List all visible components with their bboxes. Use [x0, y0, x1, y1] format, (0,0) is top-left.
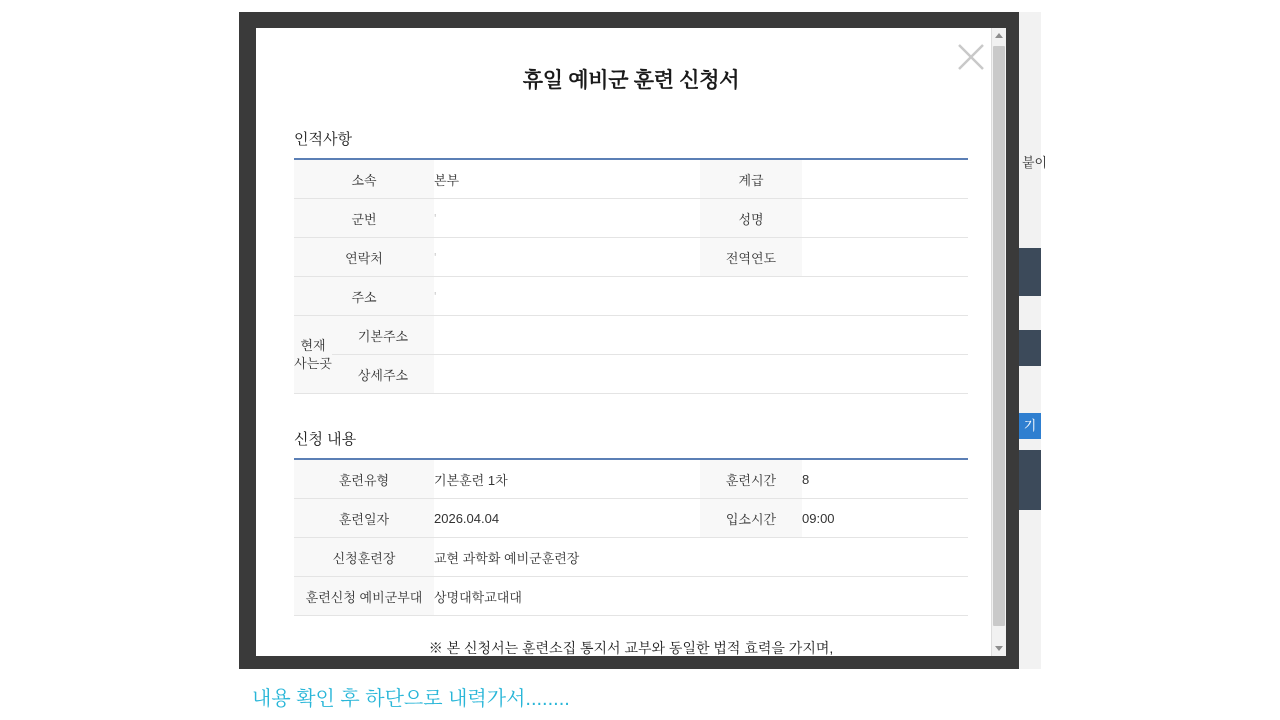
field-value-training-date[interactable]: 2026.04.04 — [434, 499, 700, 538]
annotation-caption: 내용 확인 후 하단으로 내력가서........ — [252, 688, 570, 710]
table-row — [294, 238, 968, 277]
field-value-rank[interactable] — [802, 160, 968, 199]
field-label: 훈련유형 — [294, 460, 434, 499]
field-label: 신청훈련장 — [294, 538, 434, 577]
table-row — [294, 199, 968, 238]
field-value-detail-address[interactable] — [434, 355, 968, 394]
field-label: 성명 — [700, 199, 802, 238]
field-value-name[interactable] — [802, 199, 968, 238]
training-application-modal — [256, 28, 1006, 656]
field-label: 주소 — [294, 277, 434, 316]
field-value-reserve-unit[interactable]: 상명대학교대대 — [434, 577, 968, 616]
field-label-current-residence — [294, 316, 332, 394]
field-value-service-number[interactable]: ' — [434, 199, 700, 238]
field-label: 계급 — [700, 160, 802, 199]
modal-scrollbar[interactable] — [991, 28, 1006, 656]
label-line-1: 현재 — [300, 337, 326, 353]
field-value-training-hours[interactable]: 8 — [802, 460, 968, 499]
field-value-training-site[interactable]: 교현 과학화 예비군훈련장 — [434, 538, 968, 577]
page-title: 휴일 예비군 훈련 신청서 — [522, 69, 740, 92]
background-button-fragment[interactable]: 기 — [1019, 413, 1041, 439]
table-row — [294, 355, 968, 394]
section-application-details — [294, 428, 968, 616]
field-label: 상세주소 — [332, 355, 434, 394]
field-value-entry-time[interactable]: 09:00 — [802, 499, 968, 538]
table-row — [294, 460, 968, 499]
section-heading-personal: 인적사항 — [294, 128, 968, 160]
table-row — [294, 538, 968, 577]
field-label: 훈련일자 — [294, 499, 434, 538]
field-label: 기본주소 — [332, 316, 434, 355]
chevron-up-icon[interactable] — [992, 28, 1006, 43]
field-value-phone[interactable]: ' — [434, 238, 700, 277]
field-value-base-address[interactable] — [434, 316, 968, 355]
field-value-training-type[interactable]: 기본훈련 1차 — [434, 460, 700, 499]
background-strip-3 — [1019, 450, 1041, 510]
table-row — [294, 316, 968, 355]
close-icon[interactable] — [950, 36, 992, 78]
field-label: 훈련시간 — [700, 460, 802, 499]
label-line-2: 사는곳 — [294, 355, 332, 371]
application-details-table — [294, 460, 968, 616]
field-label: 소속 — [294, 160, 434, 199]
section-personal-info — [294, 128, 968, 394]
field-label: 훈련신청 예비군부대 — [294, 577, 434, 616]
scrollbar-thumb[interactable] — [993, 46, 1005, 626]
background-strip-1 — [1019, 248, 1041, 296]
field-value-discharge-year[interactable] — [802, 238, 968, 277]
field-label: 전역연도 — [700, 238, 802, 277]
background-text-fragment: 붙이 — [1022, 155, 1048, 170]
table-row — [294, 277, 968, 316]
field-value-affiliation[interactable]: 본부 — [434, 160, 700, 199]
section-heading-application: 신청 내용 — [294, 428, 968, 460]
table-row — [294, 160, 968, 199]
table-row — [294, 577, 968, 616]
personal-info-table — [294, 160, 968, 394]
legal-notice: ※ 본 신청서는 훈련소집 통지서 교부와 동일한 법적 효력을 가지며, — [428, 640, 834, 656]
field-label: 입소시간 — [700, 499, 802, 538]
field-label: 연락처 — [294, 238, 434, 277]
field-label: 군번 — [294, 199, 434, 238]
table-row — [294, 499, 968, 538]
chevron-down-icon[interactable] — [992, 641, 1006, 656]
field-value-address[interactable]: ' — [434, 277, 968, 316]
background-strip-2 — [1019, 330, 1041, 366]
